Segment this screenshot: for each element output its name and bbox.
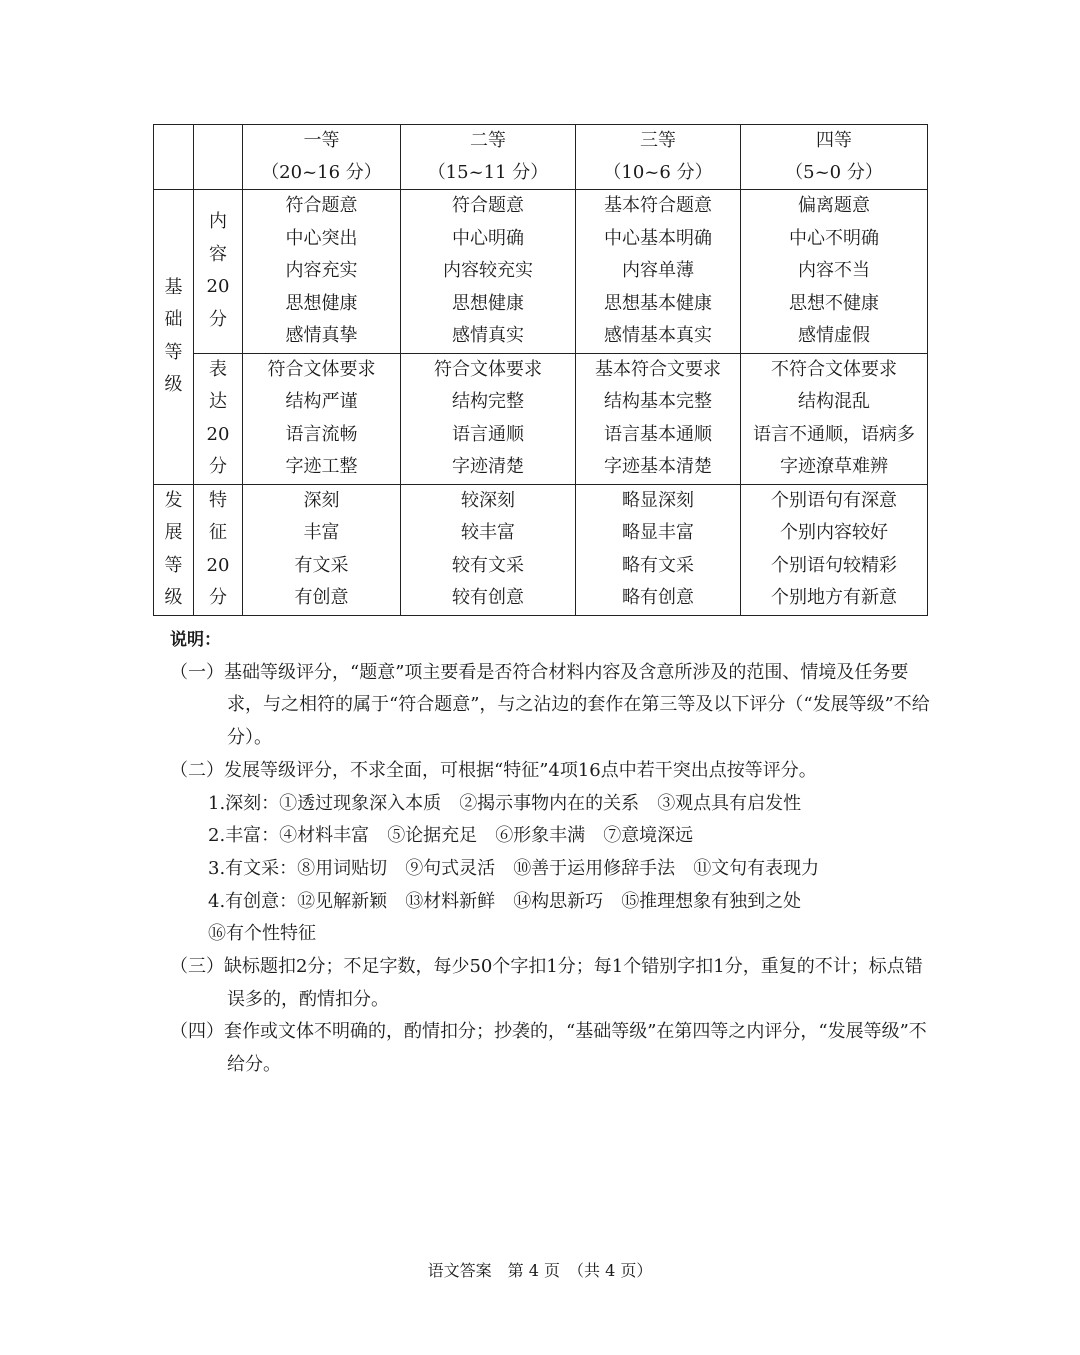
note-sub-creative: 4.有创意：⑫见解新颖 ⑬材料新鲜 ⑭构思新巧 ⑮推理想象有独到之处 xyxy=(208,890,802,912)
note-sub-deep: 1.深刻：①透过现象深入本质 ②揭示事物内在的关系 ③观点具有启发性 xyxy=(208,792,802,814)
corner-cell xyxy=(154,125,194,190)
note-sub-literary: 3.有文采：⑧用词贴切 ⑨句式灵活 ⑩善于运用修辞手法 ⑪文句有表现力 xyxy=(208,857,820,879)
note-paragraph-4: （四）套作或文体不明确的，酌情扣分；抄袭的，“基础等级”在第四等之内评分，“发展等级”不给分。 xyxy=(170,1021,927,1076)
grade-header-4: 四等 （5~0 分） xyxy=(741,125,928,190)
note-paragraph-1: （一）基础等级评分，“题意”项主要看是否符合材料内容及含意所涉及的范围、情境及任务要求，与之相符的属于“符合题意”，与之沾边的套作在第三等及以下评分（“发展等级”不给分）。 xyxy=(170,661,930,749)
feature-grade-2: 较深刻 较丰富 较有文采 较有创意 xyxy=(401,484,576,615)
content-label: 内 容 20 分 xyxy=(194,190,243,354)
grade-header-1: 一等 （20~16 分） xyxy=(243,125,401,190)
feature-label: 特 征 20 分 xyxy=(194,484,243,615)
grade-header-2: 二等 （15~11 分） xyxy=(401,125,576,190)
content-grade-1: 符合题意 中心突出 内容充实 思想健康 感情真挚 xyxy=(243,190,401,354)
content-grade-3: 基本符合题意 中心基本明确 内容单薄 思想基本健康 感情基本真实 xyxy=(576,190,741,354)
content-grade-2: 符合题意 中心明确 内容较充实 思想健康 感情真实 xyxy=(401,190,576,354)
note-paragraph-3: （三）缺标题扣2分；不足字数，每少50个字扣1分；每1个错别字扣1分，重复的不计；标点错误多的，酌情扣分。 xyxy=(170,956,923,1010)
basic-level-label: 基 础 等 级 xyxy=(154,190,194,485)
expression-label: 表 达 20 分 xyxy=(194,353,243,484)
page-footer: 语文答案 第 4 页 （共 4 页） xyxy=(427,1261,653,1280)
corner-cell-2 xyxy=(194,125,243,190)
note-paragraph-2: （二）发展等级评分，不求全面，可根据“特征”4项16点中若干突出点按等评分。 xyxy=(170,759,817,781)
feature-grade-4: 个别语句有深意 个别内容较好 个别语句较精彩 个别地方有新意 xyxy=(741,484,928,615)
notes-section xyxy=(170,624,930,1082)
note-sub-rich: 2.丰富：④材料丰富 ⑤论据充足 ⑥形象丰满 ⑦意境深远 xyxy=(208,825,694,847)
grade-header-3: 三等 （10~6 分） xyxy=(576,125,741,190)
scoring-rubric-table xyxy=(153,124,928,616)
feature-grade-3: 略显深刻 略显丰富 略有文采 略有创意 xyxy=(576,484,741,615)
notes-title: 说明： xyxy=(170,630,221,650)
development-level-label: 发 展 等 级 xyxy=(154,484,194,615)
content-grade-4: 偏离题意 中心不明确 内容不当 思想不健康 感情虚假 xyxy=(741,190,928,354)
expression-grade-3: 基本符合文要求 结构基本完整 语言基本通顺 字迹基本清楚 xyxy=(576,353,741,484)
rubric-row-content xyxy=(154,190,928,354)
expression-grade-1: 符合文体要求 结构严谨 语言流畅 字迹工整 xyxy=(243,353,401,484)
rubric-header-row xyxy=(154,125,928,190)
note-sub-personality: ⑯有个性特征 xyxy=(208,923,316,945)
expression-grade-2: 符合文体要求 结构完整 语言通顺 字迹清楚 xyxy=(401,353,576,484)
feature-grade-1: 深刻 丰富 有文采 有创意 xyxy=(243,484,401,615)
rubric-row-development xyxy=(154,484,928,615)
expression-grade-4: 不符合文体要求 结构混乱 语言不通顺，语病多 字迹潦草难辨 xyxy=(741,353,928,484)
rubric-row-expression xyxy=(154,353,928,484)
